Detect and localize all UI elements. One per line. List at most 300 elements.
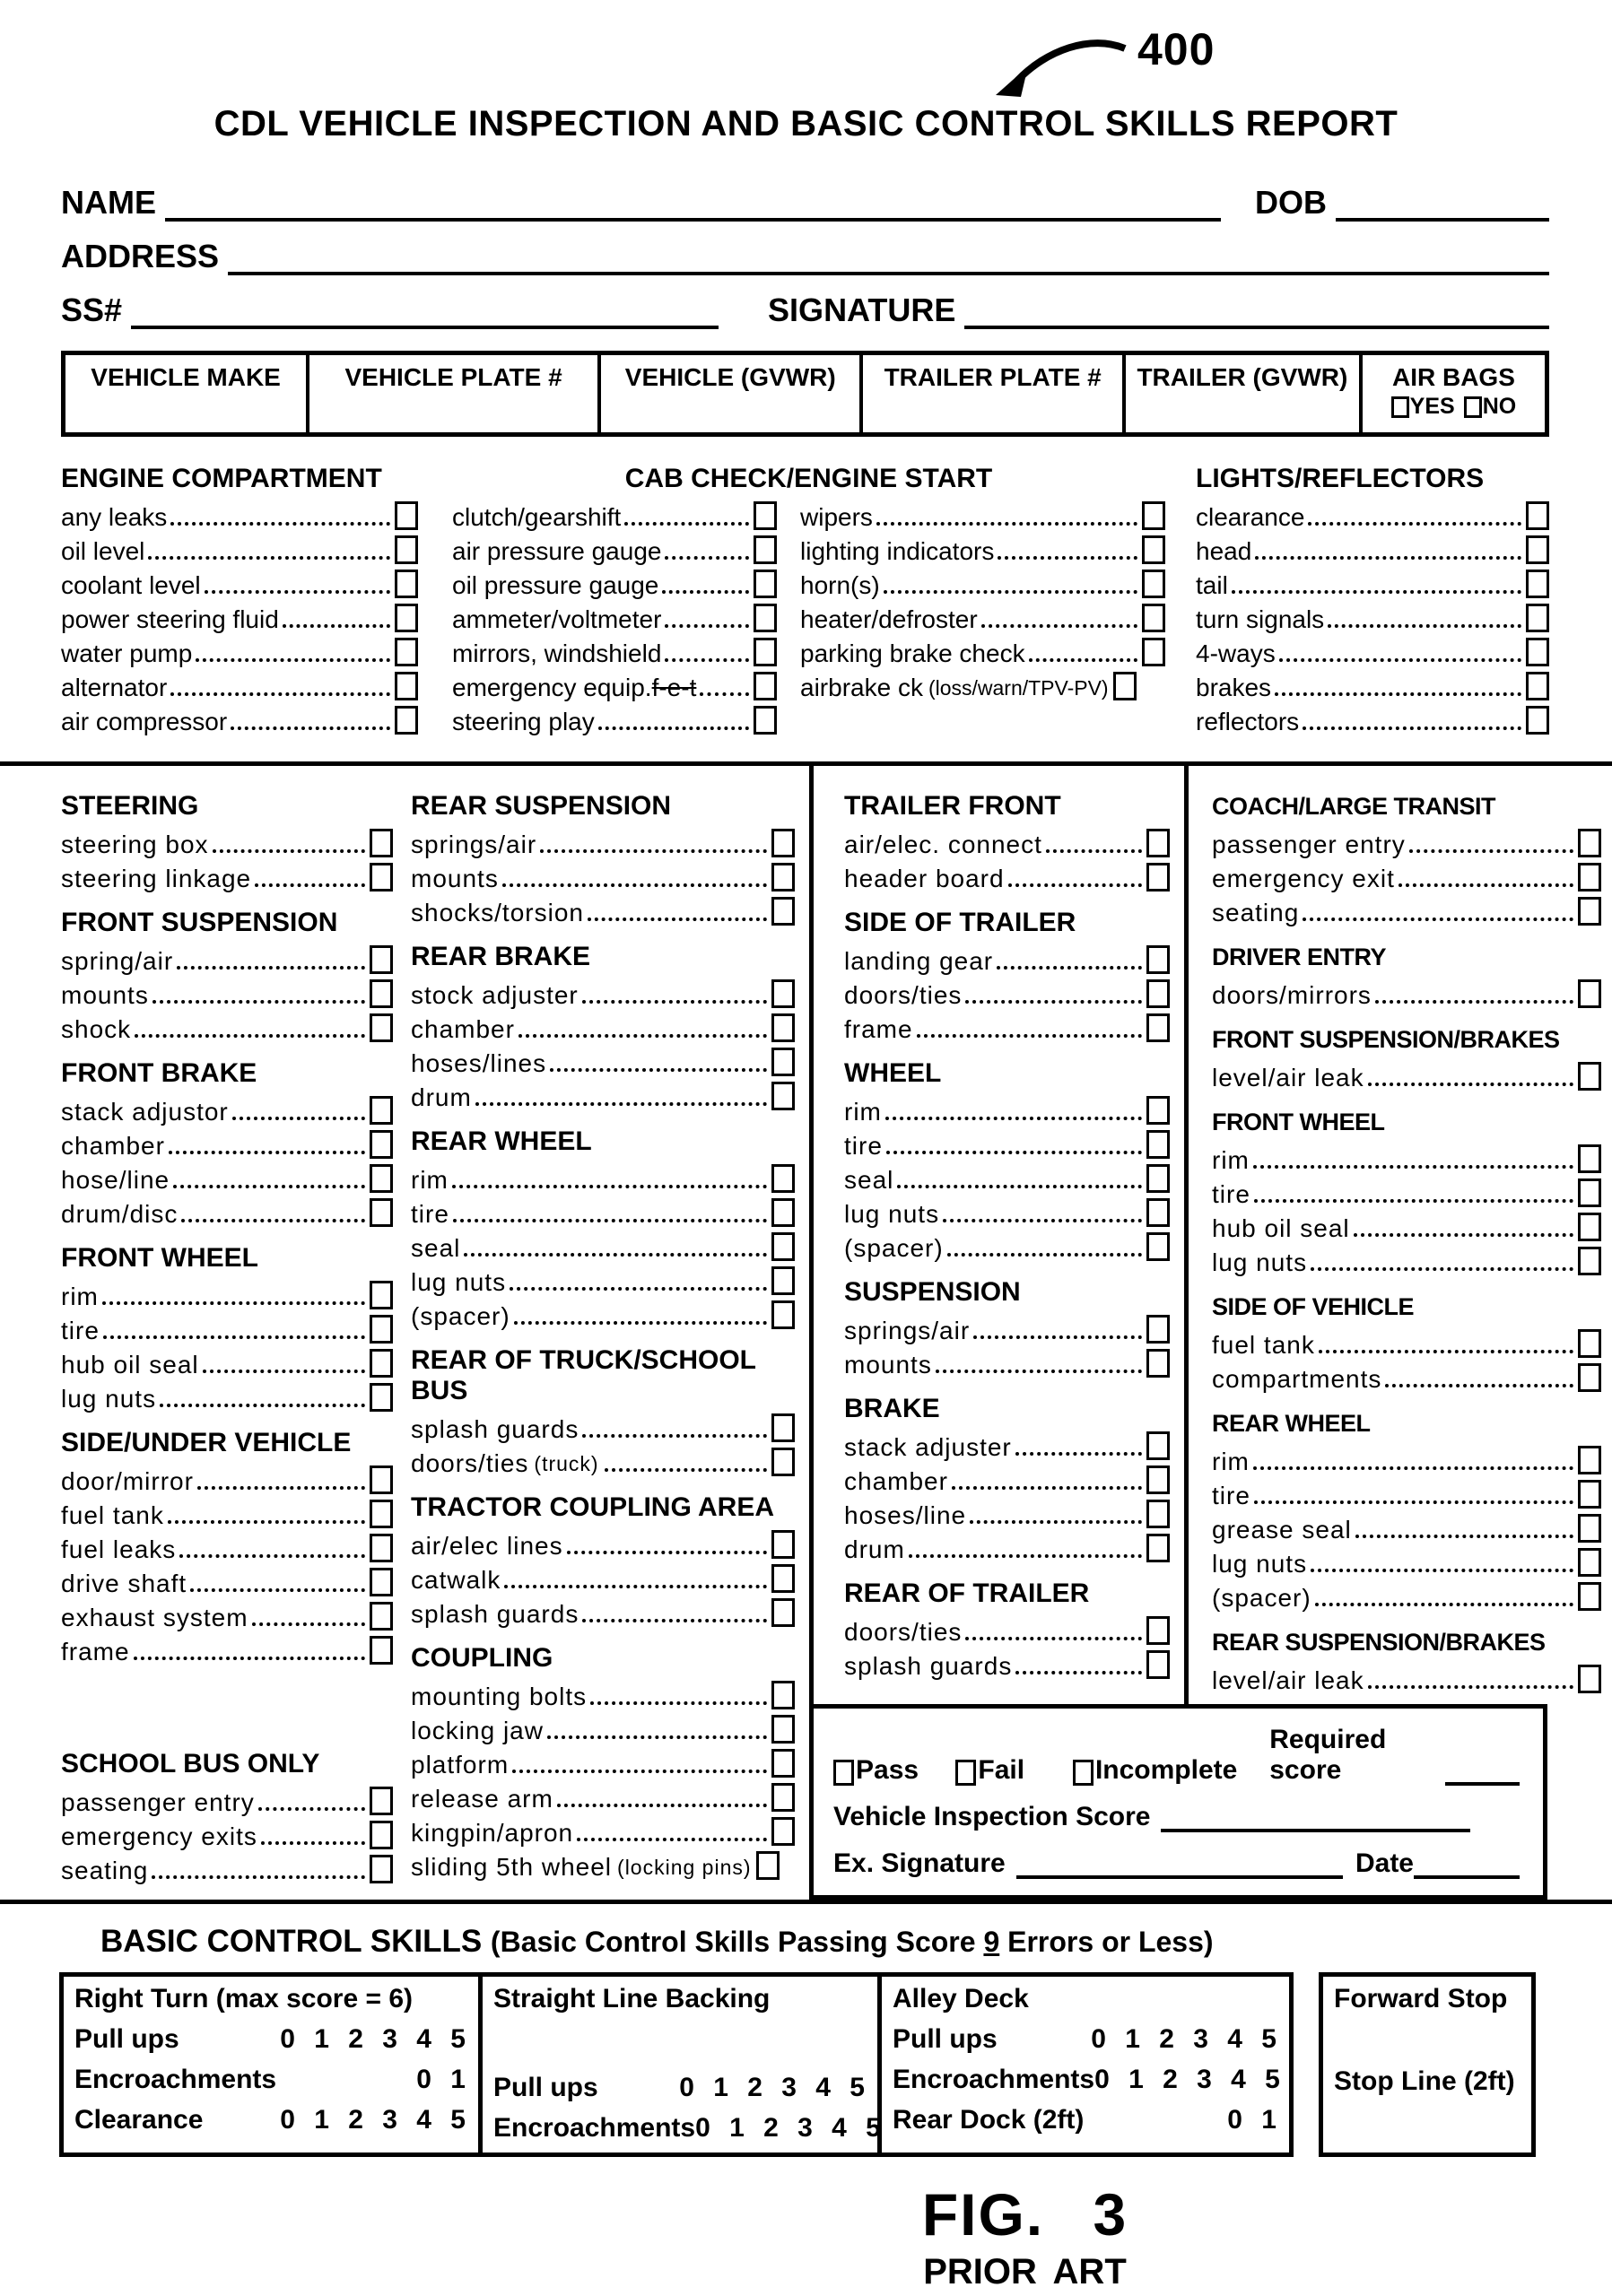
checklist-item [844,1311,1170,1345]
leader-dots [1311,1267,1573,1271]
section-heading: BRAKE [844,1394,940,1423]
leader-dots [170,522,390,526]
leader-dots [168,1520,365,1524]
fail-label: Fail [978,1755,1025,1785]
leader-dots [936,1370,1142,1373]
checklist-item [1212,1058,1601,1092]
checklist-item-label: reflectors [1196,708,1300,735]
checkbox-icon [771,1198,795,1227]
checklist-item-struck-text: f-e-t [651,674,697,701]
leader-dots [1008,883,1142,887]
checklist-item [800,532,1165,566]
leader-dots [512,1770,767,1773]
checklist-item [844,1647,1170,1681]
checklist-item-label: air compressor [61,708,228,735]
leader-dots [605,1468,767,1472]
checklist-item [411,1711,795,1745]
checkbox-icon [1146,1096,1170,1125]
address-label: ADDRESS [61,238,220,274]
checkbox-icon [1578,1665,1601,1693]
checklist-item [61,1783,393,1817]
skills-passing-score-value: 9 [983,1926,1000,1958]
section-heading: REAR SUSPENSION/BRAKES [1212,1629,1546,1656]
checkbox-icon [1526,570,1549,598]
pass-checkbox-icon [833,1760,854,1786]
checklist-item-label: splash guards [411,1600,579,1628]
vehicle-header-cell-label: VEHICLE PLATE # [344,363,562,391]
leader-dots [947,1253,1142,1257]
leader-dots [283,624,390,628]
checklist-item-label: locking jaw [411,1717,544,1744]
checklist-item [1212,1442,1601,1476]
checklist-item [61,1564,393,1598]
checkbox-icon [1146,1500,1170,1528]
checklist-item-label: mounts [844,1351,932,1378]
leader-dots [582,1619,767,1622]
checklist-item-label: splash guards [411,1415,579,1443]
checklist-item [61,1632,393,1666]
checklist-item-label: horn(s) [800,571,880,599]
leader-dots [1328,624,1521,628]
checklist-item-label: steering play [452,708,595,735]
vehicle-header-cell-label: TRAILER PLATE # [884,363,1102,391]
checklist-item [411,1078,795,1112]
checklist-item [844,976,1170,1010]
leader-dots [197,1486,365,1490]
leader-dots [973,1335,1142,1339]
checklist-item-label: oil pressure gauge [452,571,659,599]
incomplete-checkbox-icon [1073,1760,1094,1786]
checklist-item-label: steering box [61,831,209,858]
checklist-item [452,634,777,668]
checklist-item-label: release arm [411,1785,553,1813]
checklist-item [844,1126,1170,1161]
skill-cell-title: Forward Stop [1334,1984,1508,2013]
checklist-item-label: compartments [1212,1365,1382,1393]
checkbox-icon [1578,863,1601,891]
checkbox-icon [771,1783,795,1812]
checklist-item [411,1195,795,1229]
skill-cell-title: Alley Deck [893,1984,1029,2013]
checklist-item [411,1779,795,1813]
checklist-item-label: drum [411,1083,472,1111]
checkbox-icon [1146,1349,1170,1378]
checklist-item [452,702,777,736]
leader-dots [997,966,1142,970]
checkbox-icon [1146,1465,1170,1494]
vehicle-header-cell [309,355,601,432]
checkbox-icon [1578,979,1601,1008]
section-heading: TRACTOR COUPLING AREA [411,1492,774,1522]
checklist-item [1196,634,1549,668]
checklist-item-label: wipers [800,503,873,531]
checkbox-icon [370,1198,393,1227]
inspection-score-row [833,1798,1520,1832]
checklist-item [61,1530,393,1564]
skill-row-scores: 0 1 2 3 4 5 [280,2024,466,2054]
checklist-item [61,1092,393,1126]
leader-dots [1368,1083,1573,1086]
checklist-item [61,976,393,1010]
checkbox-icon [370,1787,393,1815]
checklist-item-label: brakes [1196,674,1272,701]
form-title: CDL VEHICLE INSPECTION AND BASIC CONTROL SKILLS REPORT [213,104,1399,144]
checklist-item [411,1410,795,1444]
checklist-item-label: doors/ties [844,981,963,1009]
checkbox-icon [395,501,418,530]
checklist-item [844,1161,1170,1195]
checklist-item [1212,1661,1601,1695]
checkbox-icon [370,1821,393,1849]
checklist-item-label: mirrors, windshield [452,639,662,667]
checklist-item [61,1598,393,1632]
checkbox-icon [1578,1178,1601,1207]
checklist-item [61,1277,393,1311]
checklist-item-label: head [1196,537,1252,565]
leader-dots [876,522,1137,526]
leader-dots [232,1117,365,1120]
airbags-no-label: NO [1482,394,1517,419]
checklist-item [844,942,1170,976]
checkbox-icon [1578,1548,1601,1577]
checkbox-icon [771,1681,795,1709]
checklist-item-label: hub oil seal [61,1351,199,1378]
checkbox-icon [370,829,393,857]
checkbox-icon [1146,1198,1170,1227]
checklist-item [1212,1544,1601,1578]
checklist-item [411,1813,795,1848]
checklist-item-label: mounts [61,981,149,1009]
checklist-item-label: alternator [61,674,168,701]
main-inspection-section [0,761,1612,1904]
checkbox-icon [370,1013,393,1042]
checklist-item-label: doors/ties [411,1449,529,1477]
leader-dots [588,918,767,921]
checklist-item-label: airbrake ck [800,674,923,701]
checklist-item [411,1561,795,1595]
checklist-item-note: (truck) [534,1452,599,1475]
checkbox-icon [1146,1232,1170,1261]
checkbox-icon [771,897,795,926]
skill-row [493,2113,881,2144]
checkbox-icon [1578,829,1601,857]
checklist-item-label: air/elec lines [411,1532,563,1560]
figure-caption [219,2180,1612,2292]
leader-dots [1046,849,1142,853]
checklist-item [1212,1476,1601,1510]
name-label: NAME [61,184,156,221]
checkbox-icon [1142,604,1165,632]
leader-dots [981,624,1137,628]
checkbox-icon [1146,863,1170,891]
leader-dots [965,1000,1142,1004]
checkbox-icon [1146,1164,1170,1193]
airbags-no-checkbox-icon [1464,396,1482,418]
checkbox-icon [1146,979,1170,1008]
section-heading: REAR WHEEL [1212,1410,1371,1437]
checklist-item-label: chamber [844,1467,948,1495]
checklist-item-label: level/air leak [1212,1666,1364,1694]
checklist-item [844,1496,1170,1530]
checkbox-icon [1146,1315,1170,1344]
checklist-item [61,634,418,668]
leader-dots [231,726,390,730]
skill-row [1334,2066,1519,2097]
leader-dots [1368,1685,1573,1689]
checklist-item-label: seal [844,1166,894,1194]
checklist-item-label: lug nuts [1212,1550,1308,1578]
checkbox-icon [370,945,393,974]
checklist-item [1212,1578,1601,1613]
checklist-item-label: tail [1196,571,1228,599]
checklist-item [452,532,777,566]
checklist-item-note: (loss/warn/TPV-PV) [928,676,1109,700]
skill-row-label: Rear Dock (2ft) [893,2105,1085,2135]
checklist-item [1196,668,1549,702]
checklist-item [844,1613,1170,1647]
leader-dots [909,1554,1142,1558]
leader-dots [464,1253,767,1257]
skill-rows [493,2063,881,2144]
checklist-item-label: lug nuts [1212,1248,1308,1276]
skill-cell [59,1972,483,2157]
checklist-item [844,1530,1170,1564]
checkbox-icon [1578,1582,1601,1611]
skill-cell-title: Right Turn (max score = 6) [74,1984,414,2013]
leader-dots [518,1034,767,1038]
section-heading: ENGINE COMPARTMENT [61,464,382,493]
checklist-item [800,668,1165,702]
cab-check-checklist-right [800,498,1165,736]
checklist-item [452,600,777,634]
leader-dots [943,1219,1142,1222]
section-heading: FRONT BRAKE [61,1058,257,1088]
inspection-score-label: Vehicle Inspection Score [833,1802,1151,1831]
inspection-column-2 [405,766,809,1900]
checklist-item [1212,1326,1601,1360]
leader-dots [504,1585,767,1588]
checklist-item-label: splash guards [844,1652,1013,1680]
skill-row [74,2105,466,2135]
leader-dots [1319,1350,1573,1353]
checklist-item-label: passenger entry [1212,831,1406,858]
checklist-item [61,1010,393,1044]
inspection-column-4 [1184,766,1612,1704]
checklist-item [411,1526,795,1561]
figure-ref-number: 400 [1137,24,1216,74]
skill-row [493,2073,865,2103]
checklist-item [844,1345,1170,1379]
leader-dots [1303,726,1521,730]
engine-compartment-checklist [61,498,418,736]
checklist-item-label: drive shaft [61,1570,187,1597]
leader-dots [998,556,1137,560]
checklist-item-label: air/elec. connect [844,831,1042,858]
checkbox-icon [395,638,418,666]
section-heading: WHEEL [844,1058,942,1088]
checklist-item [61,1345,393,1379]
checkbox-icon [771,863,795,891]
checkbox-icon [1578,897,1601,926]
checklist-item [452,668,777,702]
checklist-item-label: (spacer) [411,1302,510,1330]
checklist-item [61,825,393,859]
checklist-item [1196,532,1549,566]
leader-dots [917,1034,1142,1038]
checklist-item [1212,1360,1601,1394]
skill-row [893,2105,1277,2135]
ssn-label: SS# [61,291,123,328]
checklist-item-label: rim [61,1283,99,1310]
checkbox-icon [1578,1213,1601,1241]
airbags-label: AIR BAGS [1391,363,1515,391]
leader-dots [886,1151,1142,1154]
skill-cell-title: Straight Line Backing [493,1984,771,2013]
skill-row-scores: 0 1 [1227,2105,1277,2135]
vehicle-header-cell [863,355,1125,432]
checklist-item-label: rim [844,1098,882,1126]
checkbox-icon [771,1715,795,1744]
section-heading: COUPLING [411,1643,553,1673]
checklist-item [61,1496,393,1530]
checkbox-icon [370,1500,393,1528]
leader-dots [1303,918,1573,921]
leader-dots [590,1701,767,1705]
checkbox-icon [370,1281,393,1309]
checklist-item [1212,1510,1601,1544]
checklist-item-label: shocks/torsion [411,899,584,926]
leader-dots [1029,658,1137,662]
checkbox-icon [370,979,393,1008]
inspection-column-3 [809,766,1184,1704]
leader-dots [453,1219,767,1222]
checklist-item-label: emergency exit [1212,865,1395,892]
airbags-cell [1363,355,1545,432]
skill-cell [478,1972,882,2157]
checklist-item-label: seating [61,1857,149,1884]
checkbox-icon [771,1048,795,1076]
checklist-item-label: mounts [411,865,499,892]
checkbox-icon [1146,1431,1170,1460]
section-heading: SUSPENSION [844,1277,1021,1307]
skills-heading-paren-prefix: (Basic Control Skills Passing Score [490,1926,984,1958]
checkbox-icon [1142,501,1165,530]
checklist-item-label: hose/line [61,1166,170,1194]
checklist-item [452,498,777,532]
checkbox-icon [370,1636,393,1665]
checklist-item [61,1851,393,1885]
leader-dots [213,849,365,853]
checklist-item [61,702,418,736]
leader-dots [1254,1500,1573,1504]
checklist-item [411,1677,795,1711]
checklist-item-label: hoses/lines [411,1049,547,1077]
leader-dots [1315,1603,1573,1606]
checkbox-icon [754,570,777,598]
leader-dots [514,1321,767,1325]
checklist-item [411,1848,795,1882]
vehicle-header-table [61,351,1549,437]
checkbox-icon [754,604,777,632]
leader-dots [1275,692,1521,696]
checklist-item [1212,1243,1601,1277]
checkbox-icon [395,672,418,700]
checkbox-icon [1578,1514,1601,1543]
required-score-label: Required score [1269,1725,1387,1785]
checkbox-icon [1113,672,1137,700]
checklist-item [1212,1209,1601,1243]
checkbox-icon [771,1082,795,1110]
leader-dots [152,1875,365,1879]
checklist-item [1196,498,1549,532]
checkbox-icon [1146,1534,1170,1562]
checklist-item-label: chamber [411,1015,515,1043]
checklist-item-label: lighting indicators [800,537,995,565]
leader-dots [102,1301,365,1305]
checklist-item-label: seal [411,1234,461,1262]
checklist-item-label: ammeter/voltmeter [452,605,662,633]
checklist-item-label: steering linkage [61,865,252,892]
checklist-item-label: lug nuts [844,1200,940,1228]
pass-label: Pass [856,1755,919,1785]
checklist-item [61,1126,393,1161]
section-heading: REAR OF TRUCK/SCHOOL BUS [411,1345,756,1405]
checklist-item [411,1010,795,1044]
prior-art-label: PRIOR ART [923,2252,1127,2292]
checkbox-icon [370,1130,393,1159]
checklist-item-label: stack adjuster [844,1433,1012,1461]
vehicle-header-cell-label: VEHICLE MAKE [91,363,281,391]
incomplete-label: Incomplete [1094,1755,1238,1785]
checkbox-icon [771,1413,795,1442]
skill-row-label: Pull ups [493,2073,598,2102]
checkbox-icon [1578,1446,1601,1474]
skill-rows [1334,2057,1519,2097]
checklist-item-label: power steering fluid [61,605,279,633]
leader-dots [952,1486,1142,1490]
leader-dots [884,590,1137,594]
checklist-item-label: heater/defroster [800,605,978,633]
checklist-item-label: fuel leaks [61,1535,177,1563]
skill-row-label: Encroachments [893,2065,1095,2094]
leader-dots [502,883,767,887]
checklist-item-label: shock [61,1015,132,1043]
checkbox-icon [771,829,795,857]
checklist-item-label: fuel tank [61,1501,164,1529]
checkbox-icon [370,1855,393,1883]
leader-dots [179,1554,365,1558]
leader-dots [1279,658,1521,662]
checklist-item-label: any leaks [61,503,168,531]
checkbox-icon [1578,1329,1601,1358]
leader-dots [567,1551,767,1554]
checklist-item [844,1229,1170,1263]
checklist-item [844,1428,1170,1462]
checkbox-icon [370,1164,393,1193]
checklist-item [61,668,418,702]
checklist-item-label: header board [844,865,1005,892]
checklist-item [411,1595,795,1629]
section-heading: SIDE/UNDER VEHICLE [61,1428,352,1457]
checklist-item-label: emergency equip. [452,674,652,701]
vehicle-header-cell-label: VEHICLE (GVWR) [624,363,836,391]
leader-dots [103,1335,365,1339]
leader-dots [970,1520,1142,1524]
checklist-item-label: platform [411,1751,510,1779]
leader-dots [1015,1452,1142,1456]
checklist-item-label: kingpin/apron [411,1819,574,1847]
leader-dots [160,1404,365,1407]
